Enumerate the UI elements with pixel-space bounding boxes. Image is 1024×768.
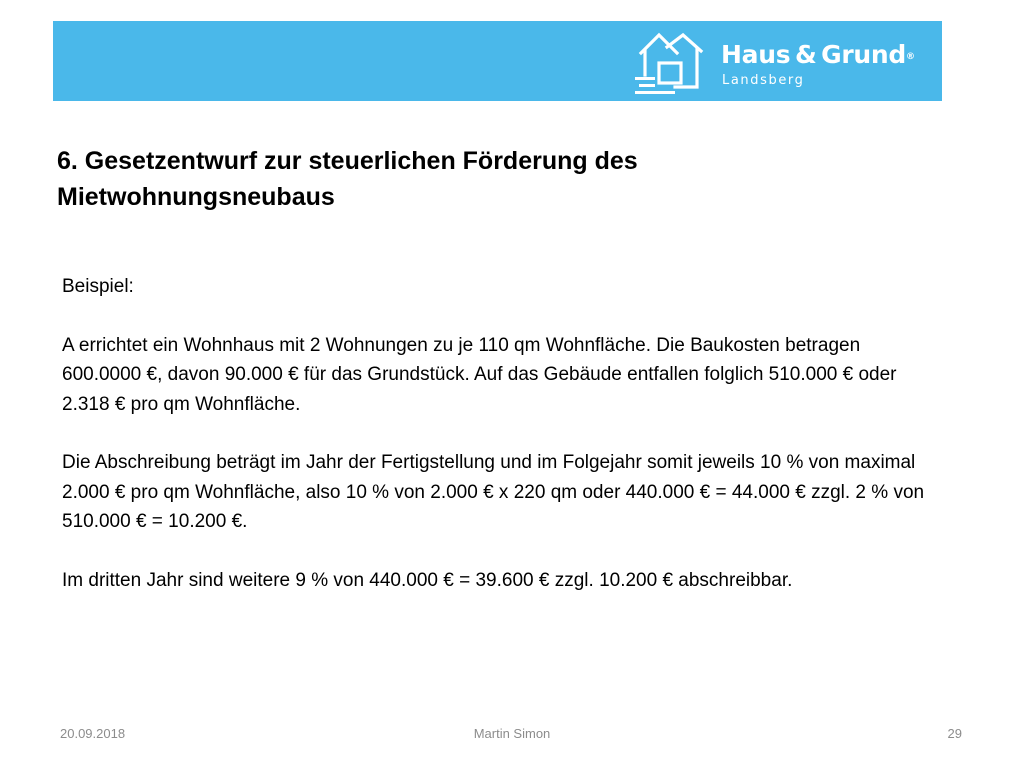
slide-title-line-2: Mietwohnungsneubaus: [57, 183, 335, 211]
header-banner: [53, 21, 942, 101]
footer-author: Martin Simon: [473, 726, 551, 741]
slide-title: [57, 143, 917, 215]
footer-page-number: 29: [947, 726, 962, 741]
paragraph-building-costs: A errichtet ein Wohnhaus mit 2 Wohnungen zu je 110 qm Wohnfläche. Die Baukosten betragen 600.0000 €, davon 90.000 € für das Grundstück. Auf das Gebäude entfallen folglich 510.000 € oder 2.318 € pro qm Wohnfläche.: [62, 334, 897, 415]
slide-body: [62, 272, 932, 625]
slide-title-line-1: 6. Gesetzentwurf zur steuerlichen Förderung des: [57, 147, 638, 175]
house-logo-icon: [633, 29, 713, 95]
haus-und-grund-logo: [633, 29, 933, 95]
logo-subtitle: Landsberg: [722, 73, 805, 88]
registered-mark: ®: [906, 52, 915, 62]
logo-brand-text: Haus & Grund®: [721, 40, 915, 69]
paragraph-depreciation: Die Abschreibung beträgt im Jahr der Fertigstellung und im Folgejahr somit jeweils 10 % von maximal 2.000 € pro qm Wohnfläche, also 10 % von 2.000 € x 220 qm oder 440.000 € = 44.000 € zzgl. 2 % von 510.000 € = 10.200 €.: [62, 452, 925, 533]
footer-date: 20.09.2018: [60, 726, 126, 741]
example-label: Beispiel:: [62, 276, 134, 297]
paragraph-third-year: Im dritten Jahr sind weitere 9 % von 440.000 € = 39.600 € zzgl. 10.200 € abschreibbar.: [62, 570, 793, 592]
